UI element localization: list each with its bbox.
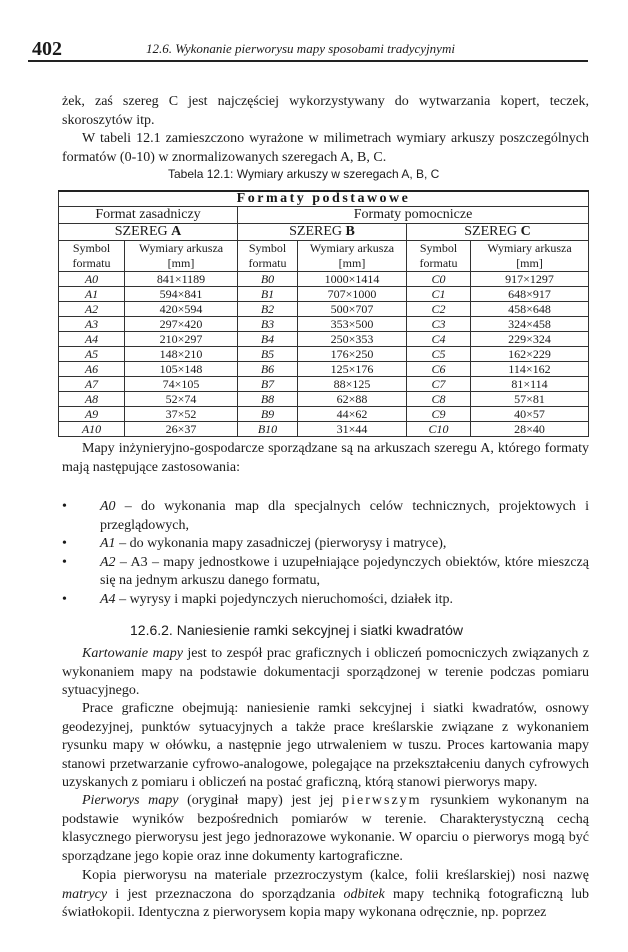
sheet-size-cell: 707×1000: [298, 287, 407, 302]
sheet-size-cell: 353×500: [298, 317, 407, 332]
group-aux-header: Formaty pomocnicze: [238, 207, 589, 224]
format-symbol-cell: A8: [59, 392, 125, 407]
format-symbol-cell: B10: [238, 422, 298, 437]
format-symbol-cell: C4: [407, 332, 471, 347]
format-symbol-cell: A7: [59, 377, 125, 392]
list-item: • A4 – wyrysy i mapki pojedynczych nieruchomości, działek itp.: [62, 591, 589, 610]
format-symbol-cell: C0: [407, 272, 471, 287]
col-size-header: Wymiary arkusza [mm]: [471, 241, 589, 272]
sheet-size-cell: 105×148: [125, 362, 238, 377]
format-symbol-cell: A9: [59, 407, 125, 422]
sheet-size-cell: 74×105: [125, 377, 238, 392]
body-paragraph-4: Kopia pierworysu na materiale przezroczystym (kalce, folii kreślarskiej) nosi nazwę matrycy i jest przeznaczona do sporządzania odbitek mapy techniką fotograficzną lub światłokopii. Identyczna z pierworysem kopia mapy wykonana odręcznie, np. poprzez: [62, 868, 590, 920]
intro-paragraph-2: W tabeli 12.1 zamieszczono wyrażone w milimetrach wymiary arkuszy poszczególnych formatów (0-10) w znormalizowanych szeregach A, B, C.: [62, 131, 589, 165]
page-header: [28, 36, 588, 62]
format-symbol-cell: A5: [59, 347, 125, 362]
table-row: [59, 392, 589, 407]
format-symbol-cell: C1: [407, 287, 471, 302]
sheet-size-cell: 1000×1414: [298, 272, 407, 287]
list-item: • A1 – do wykonania mapy zasadniczej (pierworysy i matryce),: [62, 535, 589, 554]
page-number: 402: [32, 38, 62, 60]
after-table-paragraph: Mapy inżynieryjno-gospodarcze sporządzane są na arkuszach szeregu A, którego formaty mają następujące zastosowania:: [62, 441, 589, 475]
table-row: [59, 332, 589, 347]
col-symbol-header: Symbol formatu: [407, 241, 471, 272]
format-symbol-cell: C8: [407, 392, 471, 407]
sheet-size-cell: 37×52: [125, 407, 238, 422]
table-row: [59, 362, 589, 377]
sheet-size-cell: 176×250: [298, 347, 407, 362]
sheet-size-cell: 28×40: [471, 422, 589, 437]
format-symbol-cell: C2: [407, 302, 471, 317]
format-symbol-cell: A3: [59, 317, 125, 332]
table-title: Formaty podstawowe: [59, 191, 589, 207]
format-symbol-cell: B4: [238, 332, 298, 347]
sheet-size-cell: 210×297: [125, 332, 238, 347]
format-symbol-cell: B2: [238, 302, 298, 317]
table-row: [59, 317, 589, 332]
sheet-size-cell: 500×707: [298, 302, 407, 317]
format-symbol-cell: C5: [407, 347, 471, 362]
body-paragraph-3: Pierworys mapy (oryginał mapy) jest jej pierwszym rysunkiem wykonanym na podstawie wyników bezpośrednich pomiarów w terenie. Charakterystyczną cechą klasycznego pierworysu jest jego jednorazowe wykonanie. W oparciu o pierworys mogą być sporządzane jego kopie oraz inne dokumenty kartograficzne.: [62, 793, 589, 864]
format-symbol-cell: B6: [238, 362, 298, 377]
col-size-header: Wymiary arkusza [mm]: [298, 241, 407, 272]
format-symbol-cell: C3: [407, 317, 471, 332]
sheet-size-cell: 81×114: [471, 377, 589, 392]
table-body: [59, 272, 589, 437]
section-heading: 12.6.2. Naniesienie ramki sekcyjnej i siatki kwadratów: [130, 622, 464, 638]
table-row: [59, 407, 589, 422]
format-symbol-cell: C10: [407, 422, 471, 437]
col-symbol-header: Symbol formatu: [238, 241, 298, 272]
sheet-size-cell: 52×74: [125, 392, 238, 407]
sheet-size-cell: 44×62: [298, 407, 407, 422]
sheet-size-cell: 114×162: [471, 362, 589, 377]
sheet-size-cell: 62×88: [298, 392, 407, 407]
table-row: [59, 347, 589, 362]
sheet-size-cell: 125×176: [298, 362, 407, 377]
format-symbol-cell: A0: [59, 272, 125, 287]
format-symbol-cell: A1: [59, 287, 125, 302]
col-symbol-header: Symbol formatu: [59, 241, 125, 272]
sheet-size-cell: 917×1297: [471, 272, 589, 287]
sheet-size-cell: 648×917: [471, 287, 589, 302]
body-paragraph-2: Prace graficzne obejmują: naniesienie ramki sekcyjnej i siatki kwadratów, osnowy geodezyjnej, punktów sytuacyjnych a także prace kreślarskie związane z wykonaniem rysunku mapy w ołówku, a następnie jego utrwaleniem w tuszu. Proces kartowania mapy stanowi przetwarzanie cyfrowo-analogowe, polegające na przekształceniu danych cyfrowych uzyskanych z pomiaru i obliczeń na postać graficzną, którą stanowi pierworys mapy.: [62, 701, 589, 790]
table-row: [59, 302, 589, 317]
sheet-size-cell: 148×210: [125, 347, 238, 362]
format-symbol-cell: A10: [59, 422, 125, 437]
format-symbol-cell: C7: [407, 377, 471, 392]
series-b-header: SZEREG B: [238, 224, 407, 241]
bullet-icon: •: [62, 591, 67, 607]
intro-paragraph-1: żek, zaś szereg C jest najczęściej wykorzystywany do wytwarzania kopert, teczek, skoroszytów itp.: [62, 94, 589, 128]
list-item: • A0 – do wykonania map dla specjalnych celów technicznych, projektowych i przeglądowych,: [62, 499, 589, 533]
body-paragraph-1: Kartowanie mapy jest to zespół prac graficznych i obliczeń pomocniczych związanych z wykonaniem mapy na podstawie dokumentacji sporządzonej w terenie podczas pomiaru sytuacyjnego.: [62, 646, 589, 698]
table-row: [59, 287, 589, 302]
sheet-size-cell: 324×458: [471, 317, 589, 332]
sheet-size-cell: 229×324: [471, 332, 589, 347]
sheet-size-cell: 458×648: [471, 302, 589, 317]
format-symbol-cell: A4: [59, 332, 125, 347]
format-symbol-cell: C9: [407, 407, 471, 422]
bullet-icon: •: [62, 554, 67, 570]
format-symbol-cell: A2: [59, 302, 125, 317]
format-symbol-cell: B7: [238, 377, 298, 392]
table-row: [59, 377, 589, 392]
series-a-header: SZEREG A: [59, 224, 238, 241]
sheet-size-cell: 841×1189: [125, 272, 238, 287]
bullet-icon: •: [62, 536, 67, 551]
format-symbol-cell: B5: [238, 347, 298, 362]
format-symbol-cell: A6: [59, 362, 125, 377]
bullet-icon: •: [62, 499, 67, 514]
col-size-header: Wymiary arkusza [mm]: [125, 241, 238, 272]
sheet-size-cell: 26×37: [125, 422, 238, 437]
sheet-size-cell: 88×125: [298, 377, 407, 392]
format-symbol-cell: B9: [238, 407, 298, 422]
running-title: 12.6. Wykonanie pierworysu mapy sposobami tradycyjnymi: [146, 41, 455, 56]
sheet-size-cell: 162×229: [471, 347, 589, 362]
table-caption: Tabela 12.1: Wymiary arkuszy w szeregach A, B, C: [168, 167, 440, 181]
format-symbol-cell: B1: [238, 287, 298, 302]
list-item: • A2 – A3 – mapy jednostkowe i uzupełniające pojedynczych obiektów, które mieszczą się na jednym arkuszu danego formatu,: [62, 554, 589, 588]
sheet-size-cell: 594×841: [125, 287, 238, 302]
table-row: [59, 422, 589, 437]
format-symbol-cell: B8: [238, 392, 298, 407]
series-c-header: SZEREG C: [407, 224, 589, 241]
sheet-size-cell: 297×420: [125, 317, 238, 332]
sheet-size-cell: 31×44: [298, 422, 407, 437]
sheet-size-cell: 250×353: [298, 332, 407, 347]
format-symbol-cell: B0: [238, 272, 298, 287]
format-symbol-cell: C6: [407, 362, 471, 377]
formats-table: [58, 190, 589, 437]
table-row: [59, 272, 589, 287]
sheet-size-cell: 40×57: [471, 407, 589, 422]
sheet-size-cell: 57×81: [471, 392, 589, 407]
sheet-size-cell: 420×594: [125, 302, 238, 317]
format-symbol-cell: B3: [238, 317, 298, 332]
usage-list: [62, 498, 589, 609]
group-main-header: Format zasadniczy: [59, 207, 238, 224]
